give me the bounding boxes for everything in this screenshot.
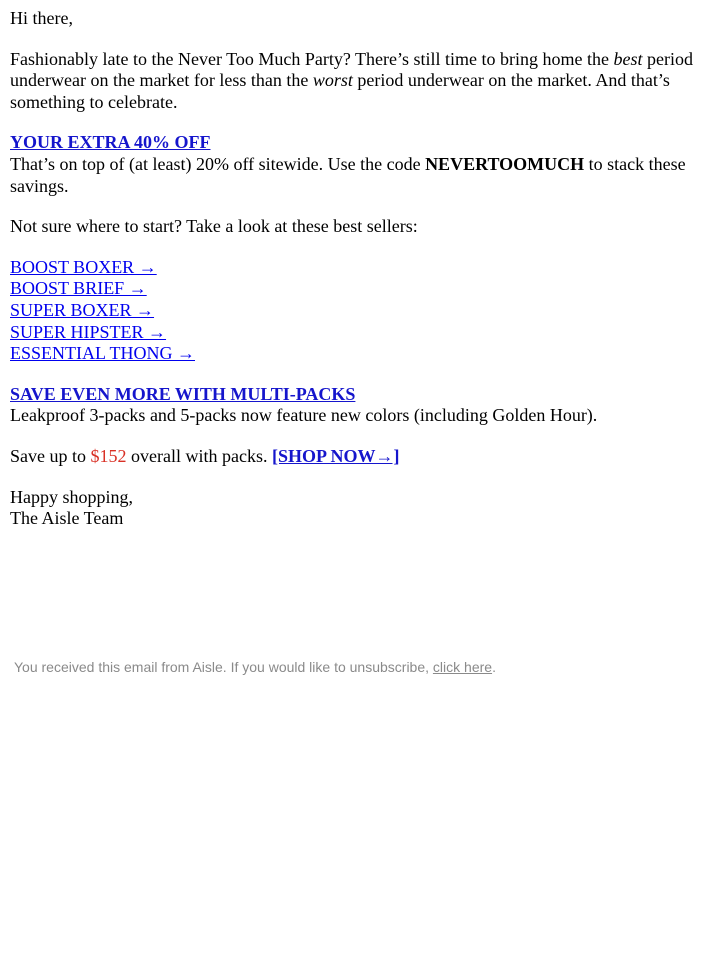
unsubscribe-link[interactable]: click here bbox=[432, 659, 493, 675]
shop-now-link[interactable]: [SHOP NOW→] bbox=[271, 445, 400, 466]
product-link-super-boxer[interactable]: SUPER BOXER → bbox=[10, 299, 155, 320]
product-link-boost-boxer[interactable]: BOOST BOXER → bbox=[10, 256, 157, 277]
signoff-line-2: The Aisle Team bbox=[10, 508, 124, 529]
product-link-super-hipster[interactable]: SUPER HIPSTER → bbox=[10, 321, 167, 342]
offer-section bbox=[10, 132, 710, 197]
footer-period: . bbox=[492, 659, 496, 675]
multipacks-section bbox=[10, 384, 710, 427]
savings-text-1: Save up to bbox=[10, 445, 91, 466]
intro-text-2: period underwear on the market for less than the bbox=[10, 48, 693, 91]
offer-text-2: to stack these savings. bbox=[10, 153, 686, 196]
multipacks-heading-link[interactable]: SAVE EVEN MORE WITH MULTI-PACKS bbox=[10, 383, 356, 404]
product-link-essential-thong[interactable]: ESSENTIAL THONG → bbox=[10, 343, 195, 364]
savings-text-2: overall with packs. bbox=[126, 445, 272, 466]
signoff-line-1: Happy shopping, bbox=[10, 486, 133, 507]
offer-text-1: That’s on top of (at least) 20% off sitewide. Use the code bbox=[10, 153, 426, 174]
footer-text: You received this email from Aisle. If you would like to unsubscribe, bbox=[14, 659, 433, 675]
intro-emphasis-best: best bbox=[613, 48, 643, 69]
intro-emphasis-worst: worst bbox=[312, 70, 353, 91]
bestseller-list bbox=[10, 257, 710, 365]
email-footer bbox=[14, 658, 496, 676]
greeting: Hi there, bbox=[10, 8, 73, 28]
product-link-boost-brief[interactable]: BOOST BRIEF → bbox=[10, 278, 147, 299]
signoff bbox=[10, 487, 710, 530]
multipacks-text: Leakproof 3-packs and 5-packs now feature new colors (including Golden Hour). bbox=[10, 405, 598, 426]
intro-paragraph bbox=[10, 49, 710, 114]
intro-text-3: period underwear on the market. And that’s something to celebrate. bbox=[10, 70, 670, 112]
savings-amount: $152 bbox=[90, 445, 127, 466]
savings-paragraph bbox=[10, 446, 710, 468]
intro-text-1: Fashionably late to the Never Too Much Party? There’s still time to bring home the bbox=[10, 48, 614, 69]
promo-code: NEVERTOOMUCH bbox=[425, 153, 585, 174]
offer-heading-link[interactable]: YOUR EXTRA 40% OFF bbox=[10, 132, 211, 153]
bestsellers-intro: Not sure where to start? Take a look at these best sellers: bbox=[10, 216, 418, 237]
